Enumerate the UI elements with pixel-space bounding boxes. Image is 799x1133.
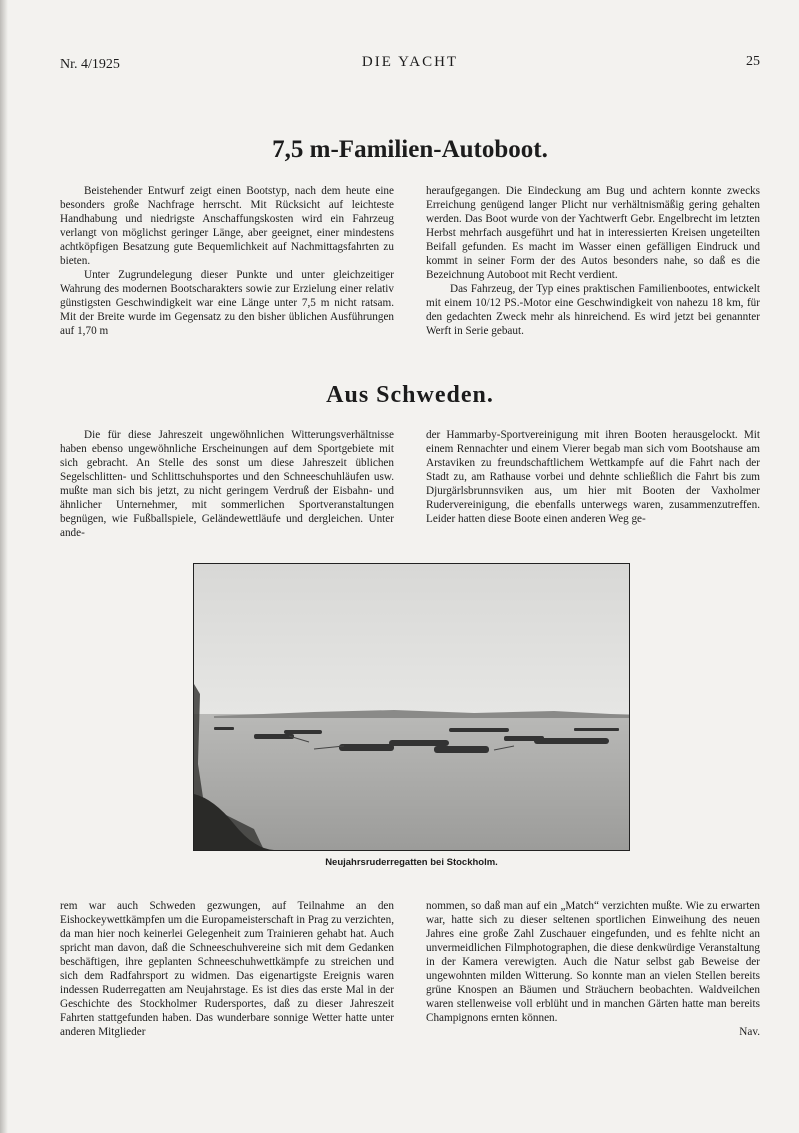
paragraph: Die für diese Jahreszeit ungewöhnlichen Witterungsverhältnisse haben ebenso ungewöhnliche Erscheinungen auf dem Sportgebiete mit sich gebracht. An Stelle des sonst um diese Jahreszeit üblichen Segelschlitten- und Schlittschuhsportes und den Schneeschuhläufen usw. mußte man sich bis jetzt, zu nicht geringem Verdruß der Eisbahn- und ähnlicher Unternehmer, mit sommerlichen Sportveranstaltungen begnügen, wie Fußballspiele, Geländewettläufe und dergleichen. Unter ande- — [60, 429, 394, 539]
article-schweden-body — [60, 428, 760, 540]
article-schweden-continued-left — [60, 899, 394, 1039]
author-signoff: Nav. — [739, 1026, 760, 1038]
article-schweden-right-column — [426, 428, 760, 540]
article-autoboot-left-column — [60, 184, 394, 338]
article-schweden-left-column — [60, 428, 394, 540]
magazine-title: DIE YACHT — [361, 54, 459, 70]
paragraph: Das Fahrzeug, der Typ eines praktischen Familienbootes, entwickelt mit einem 10/12 PS.-Motor eine Geschwindigkeit von nahezu 18 km, für den gedachten Zweck mehr als hinreichend. Es wird jetzt bei genannter Werft in Serie gebaut. — [426, 283, 760, 337]
article-autoboot-body — [60, 184, 760, 338]
article-title-schweden: Aus Schweden. — [326, 382, 494, 408]
article-title-autoboot: 7,5 m-Familien-Autoboot. — [272, 136, 548, 163]
page-number: 25 — [746, 54, 760, 69]
page-header — [60, 54, 760, 74]
article-autoboot-right-column — [426, 184, 760, 338]
paragraph: Unter Zugrundelegung dieser Punkte und unter gleichzeitiger Wahrung des modernen Bootscharakters sowie zur Erzielung einer relativ günstigsten Geschwindigkeit war eine Länge unter 7,5 m nicht ratsam. Mit der Breite wurde im Gegensatz zu den bisher üblichen Ausführungen auf 1,70 m — [60, 269, 394, 337]
article-schweden-continued-right — [426, 899, 760, 1039]
photo-caption: Neujahrsruderregatten bei Stockholm. — [325, 857, 498, 868]
paragraph: Beistehender Entwurf zeigt einen Bootstyp, nach dem heute eine besonders große Nachfrage herrscht. Mit Rücksicht auf leichteste Handhabung und niedrigste Anschaffungskosten wird ein Fahrzeug verlangt von möglichst geringer Länge, aber geeignet, einer mindestens achtköpfigen Besatzung gute Bequemlichkeit auf Nachmittagsfahrten zu bieten. — [60, 185, 394, 267]
page-edge-shadow — [0, 0, 8, 1133]
issue-number: Nr. 4/1925 — [60, 57, 120, 72]
regatta-photo-image — [194, 564, 629, 850]
paragraph: nommen, so daß man auf ein „Match“ verzichten mußte. Wie zu erwarten war, hatte sich zu dieser seltenen sportlichen Einweihung des neuen Jahres eine große Zahl Zuschauer eingefunden, und es fehlte nicht an unvermeidlichen Filmphotographen, die diese denkwürdige Veranstaltung in der Kamera verewigten. Auch die Natur selbst gab Beweise der ungewohnten milden Witterung. So konnte man an vielen Stellen bereits grüne Knospen an Bäumen und Sträuchern beobachten. Waldveilchen waren stellenweise voll erblüht und in manchen Gärten hatte man bereits Champignons ernten können. — [426, 900, 760, 1024]
paragraph: heraufgegangen. Die Eindeckung am Bug und achtern konnte zwecks Erreichung genügend langer Plicht nur verhältnismäßig gering gehalten werden. Das Boot wurde von der Yachtwerft Gebr. Engelbrecht im letzten Herbst mehrfach ausgeführt und hat in interessierten Kreisen ungeteilten Beifall gefunden. Es macht im Wasser einen gefälligen Eindruck und kommt in seiner Form der des Autos besonders nahe, so daß es die Bezeichnung Autoboot mit Recht verdient. — [426, 185, 760, 281]
paragraph: der Hammarby-Sportvereinigung mit ihren Booten herausgelockt. Mit einem Rennachter und einem Vierer begab man sich vom Bootshause am Arstaviken zu freundschaftlichem Wettkampfe auf die Fahrt nach der Stadt zu, am Rathause vorbei und dehnte schließlich die Fahrt bis zum Djurgärlsbrunnsviken aus, um hier mit Booten der Vaxholmer Rudervereinigung, die ebenfalls unterwegs waren, zusammenzutreffen. Leider hatten diese Boote einen anderen Weg ge- — [426, 429, 760, 525]
regatta-photo — [193, 563, 630, 851]
article-schweden-continued — [60, 899, 760, 1039]
paragraph: rem war auch Schweden gezwungen, auf Teilnahme an den Eishockeywettkämpfen um die Europameisterschaft in Prag zu verzichten, da man hier noch keinerlei Gelegenheit zum Trainieren gehabt hat. Auch spricht man davon, daß die Schneeschuhvereine sich mit dem Gedanken beschäftigen, ihre geplanten Schneeschuhwettkämpfe zu streichen und sich dem Radfahrsport zu widmen. Das eigenartigste Ereignis waren indessen Ruderregatten am Neujahrstage. Es ist dies das erste Mal in der Geschichte des Stockholmer Rudersportes, daß zu dieser Jahreszeit Fahrten stattgefunden haben. Das wunderbare sonnige Wetter hatte unter anderen Mitglieder — [60, 900, 394, 1038]
